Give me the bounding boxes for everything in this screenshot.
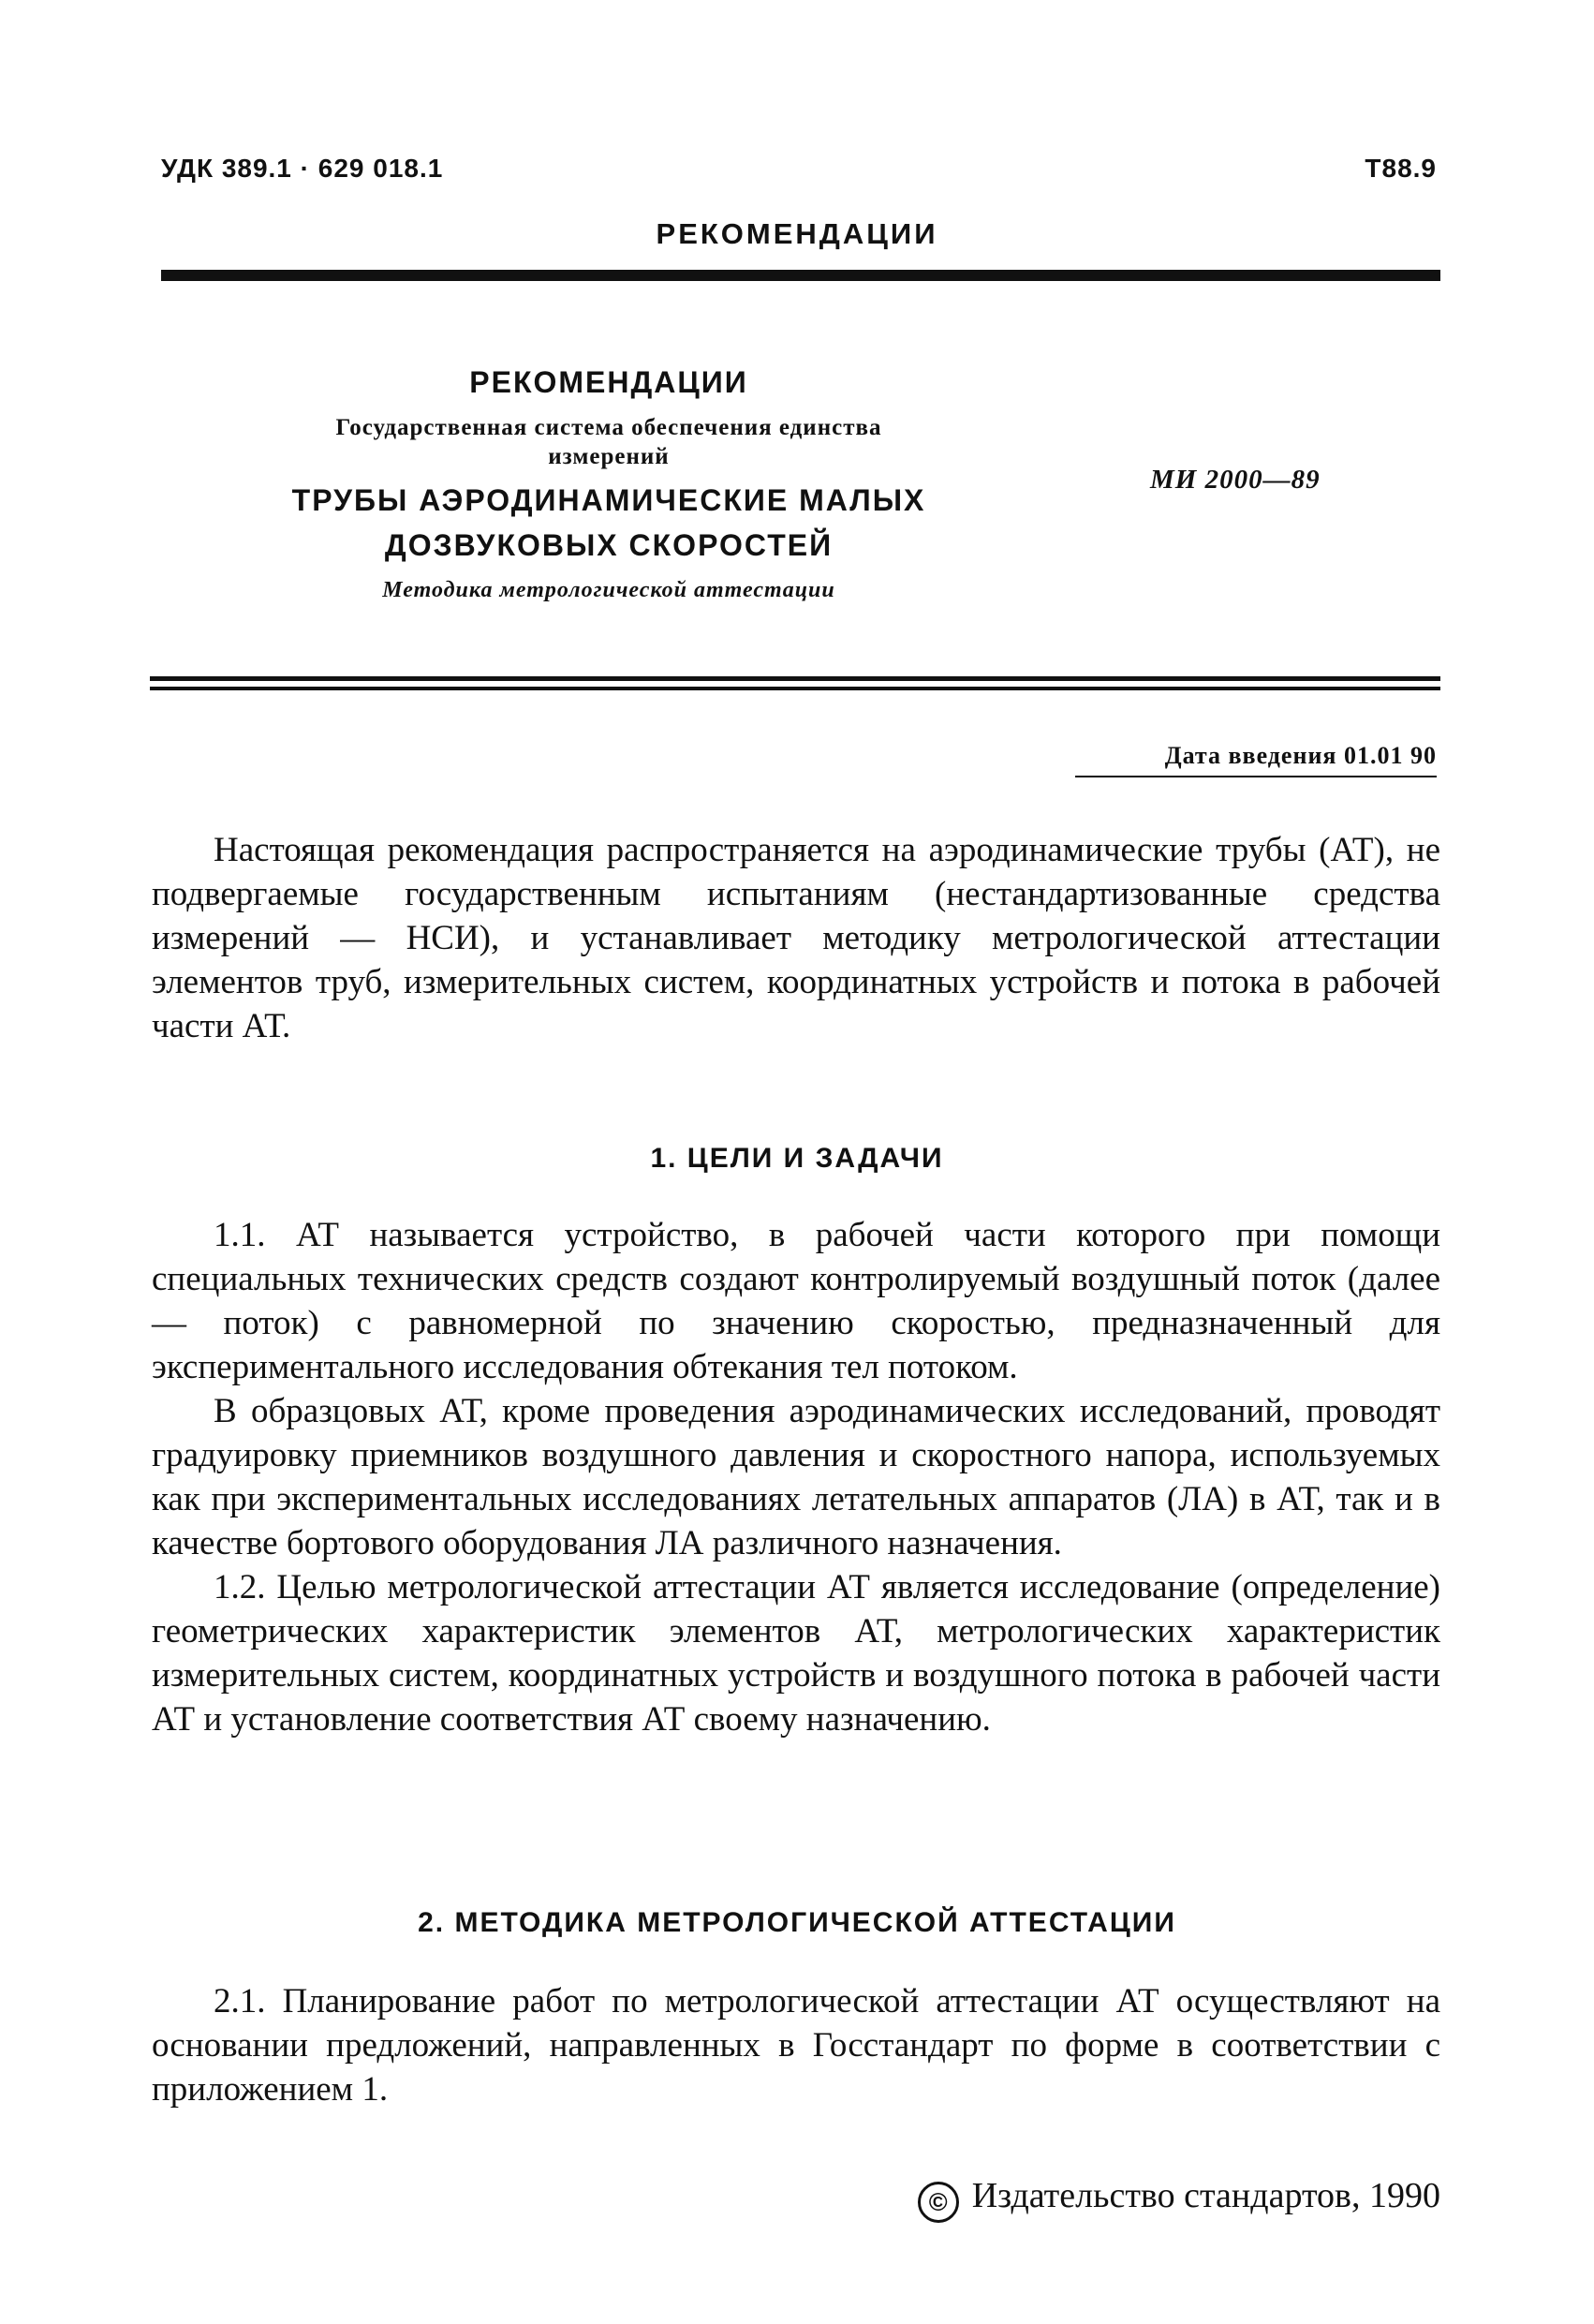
udc-code: УДК 389.1 · 629 018.1 [161,154,444,183]
header-rule [161,270,1440,281]
system-line-2: измерений [548,444,670,470]
document-title-line-2: ДОЗВУКОВЫХ СКОРОСТЕЙ [384,528,834,563]
paragraph-1-2: 1.2. Целью метрологической аттестации АТ является исследование (определение) геометрических характеристик элементов АТ, метрологических характеристик измерительных систем, координатных устройств и воздушного потока в рабочей части АТ и установление соответствия АТ своему назначению. [152,1568,1440,1739]
copyright-icon: © [918,2182,959,2223]
recommendations-label: РЕКОМЕНДАЦИИ [469,365,748,399]
paragraph-1-1-cont: В образцовых АТ, кроме проведения аэродинамических исследований, проводят градуировку приемников воздушного давления и скоростного напора, используемых как при экспериментальных исследованиях летательных аппаратов (ЛА) в АТ, так и в качестве бортового оборудования ЛА различного назначения. [152,1392,1440,1562]
title-rule-bottom [150,687,1440,690]
paragraph-2-1: 2.1. Планирование работ по метрологической аттестации АТ осуществляют на основании предложений, направленных в Госстандарт по форме в соответствии с приложением 1. [152,1982,1440,2109]
copyright-text: Издательство стандартов, 1990 [971,2176,1440,2215]
document-subtitle: Методика метрологической аттестации [382,578,835,603]
introduction-date: Дата введения 01.01 90 [1164,742,1437,769]
title-block [187,365,1030,603]
copyright-notice [918,2175,1440,2223]
section-1-body [152,1213,1440,1741]
paragraph-1-1: 1.1. АТ называется устройство, в рабочей части которого при помощи специальных технических средств создают контролируемый воздушный поток (далее — поток) с равномерной по значению скоростью, предназначенный для экспериментального исследования обтекания тел потоком. [152,1216,1440,1386]
section-2-body [152,1979,1440,2111]
classification-code: Т88.9 [1365,154,1437,183]
intro-paragraph: Настоящая рекомендация распространяется на аэродинамические трубы (АТ), не подвергаемые государственным испытаниям (нестандартизованные средства измерений — НСИ), и устанавливает методику метрологической аттестации элементов труб, измерительных систем, координатных устройств и потока в рабочей части АТ. [152,831,1440,1045]
title-rule-top [150,676,1440,681]
system-line-1: Государственная система обеспечения единства [335,415,882,440]
category-heading: РЕКОМЕНДАЦИИ [656,217,938,250]
intro-paragraph-block [152,828,1440,1048]
section-1-heading: 1. ЦЕЛИ И ЗАДАЧИ [650,1143,944,1174]
document-title-line-1: ТРУБЫ АЭРОДИНАМИЧЕСКИЕ МАЛЫХ [291,482,926,517]
date-underline [1075,776,1437,777]
document-code: МИ 2000—89 [1150,465,1321,495]
section-2-heading: 2. МЕТОДИКА МЕТРОЛОГИЧЕСКОЙ АТТЕСТАЦИИ [418,1907,1176,1938]
